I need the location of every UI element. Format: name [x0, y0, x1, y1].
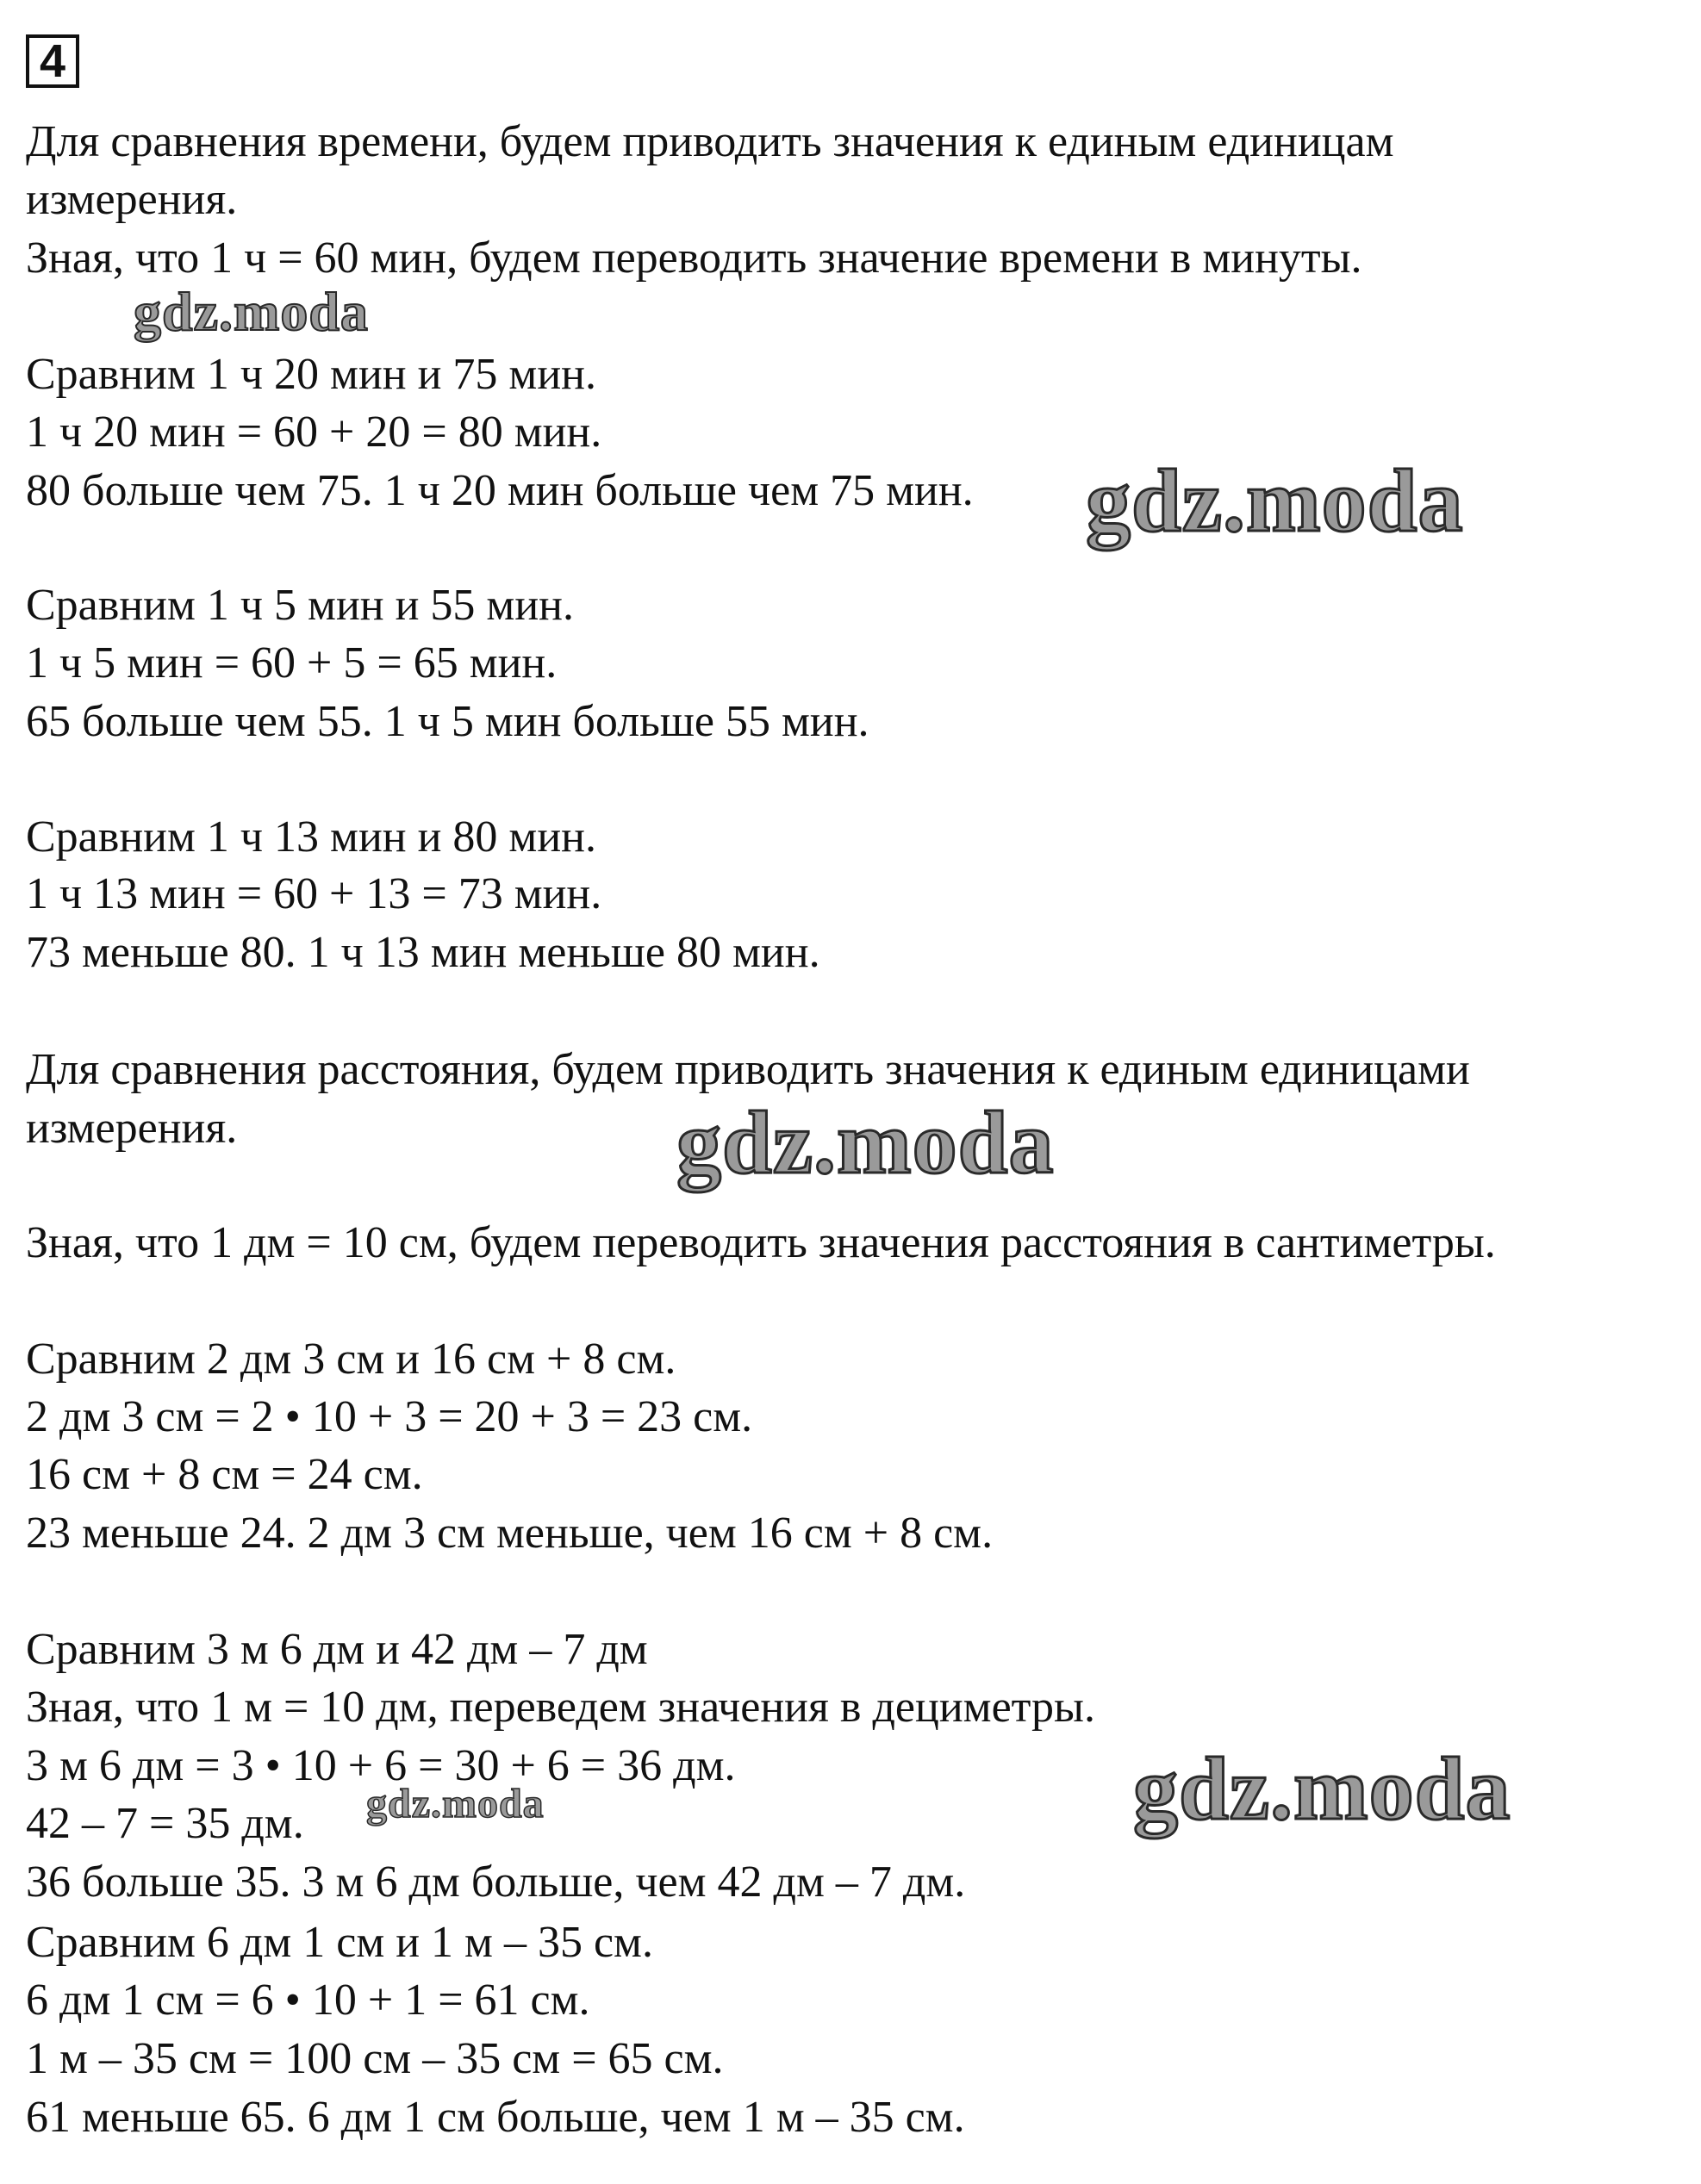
text-line: измерения.: [26, 175, 238, 224]
text-line: 73 меньше 80. 1 ч 13 мин меньше 80 мин.: [26, 928, 820, 977]
text-line: 3 м 6 дм = 3 • 10 + 6 = 30 + 6 = 36 дм.: [26, 1741, 736, 1790]
watermark-logo: gdz.moda: [366, 1781, 545, 1826]
text-line: Зная, что 1 ч = 60 мин, будем переводить значение времени в минуты.: [26, 233, 1362, 283]
text-line: 1 ч 13 мин = 60 + 13 = 73 мин.: [26, 869, 602, 918]
text-line: Зная, что 1 м = 10 дм, переведем значения в дециметры.: [26, 1683, 1095, 1732]
text-line: измерения.: [26, 1104, 238, 1153]
text-line: Сравним 1 ч 20 мин и 75 мин.: [26, 350, 596, 399]
task-number-box: 4: [26, 34, 79, 88]
text-line: 2 дм 3 см = 2 • 10 + 3 = 20 + 3 = 23 см.: [26, 1392, 753, 1441]
text-line: 16 см + 8 см = 24 см.: [26, 1450, 423, 1499]
text-line: 1 м – 35 см = 100 см – 35 см = 65 см.: [26, 2034, 724, 2083]
text-line: 80 больше чем 75. 1 ч 20 мин больше чем 75 мин.: [26, 466, 974, 515]
text-line: 23 меньше 24. 2 дм 3 см меньше, чем 16 см + 8 см.: [26, 1509, 994, 1558]
watermark-logo: gdz.moda: [676, 1093, 1055, 1192]
text-line: Зная, что 1 дм = 10 см, будем переводить значения расстояния в сантиметры.: [26, 1218, 1496, 1267]
text-line: Для сравнения расстояния, будем приводить значения к единым единицами: [26, 1045, 1470, 1094]
watermark-logo: gdz.moda: [1133, 1739, 1511, 1839]
text-line: 42 – 7 = 35 дм.: [26, 1799, 304, 1848]
text-line: 6 дм 1 см = 6 • 10 + 1 = 61 см.: [26, 1976, 590, 2025]
text-line: Для сравнения времени, будем приводить значения к единым единицам: [26, 117, 1394, 166]
text-line: Сравним 3 м 6 дм и 42 дм – 7 дм: [26, 1625, 648, 1674]
text-line: 36 больше 35. 3 м 6 дм больше, чем 42 дм – 7 дм.: [26, 1857, 966, 1907]
text-line: Сравним 2 дм 3 см и 16 см + 8 см.: [26, 1335, 676, 1384]
text-line: 65 больше чем 55. 1 ч 5 мин больше 55 мин.: [26, 697, 869, 746]
watermark-logo: gdz.moda: [134, 281, 369, 342]
text-line: 1 ч 20 мин = 60 + 20 = 80 мин.: [26, 408, 602, 457]
text-line: Сравним 1 ч 5 мин и 55 мин.: [26, 581, 574, 630]
text-line: 61 меньше 65. 6 дм 1 см больше, чем 1 м – 35 см.: [26, 2093, 965, 2142]
text-line: Сравним 6 дм 1 см и 1 м – 35 см.: [26, 1918, 653, 1967]
text-line: 1 ч 5 мин = 60 + 5 = 65 мин.: [26, 638, 558, 688]
watermark-logo: gdz.moda: [1086, 451, 1464, 551]
text-line: Сравним 1 ч 13 мин и 80 мин.: [26, 812, 596, 862]
